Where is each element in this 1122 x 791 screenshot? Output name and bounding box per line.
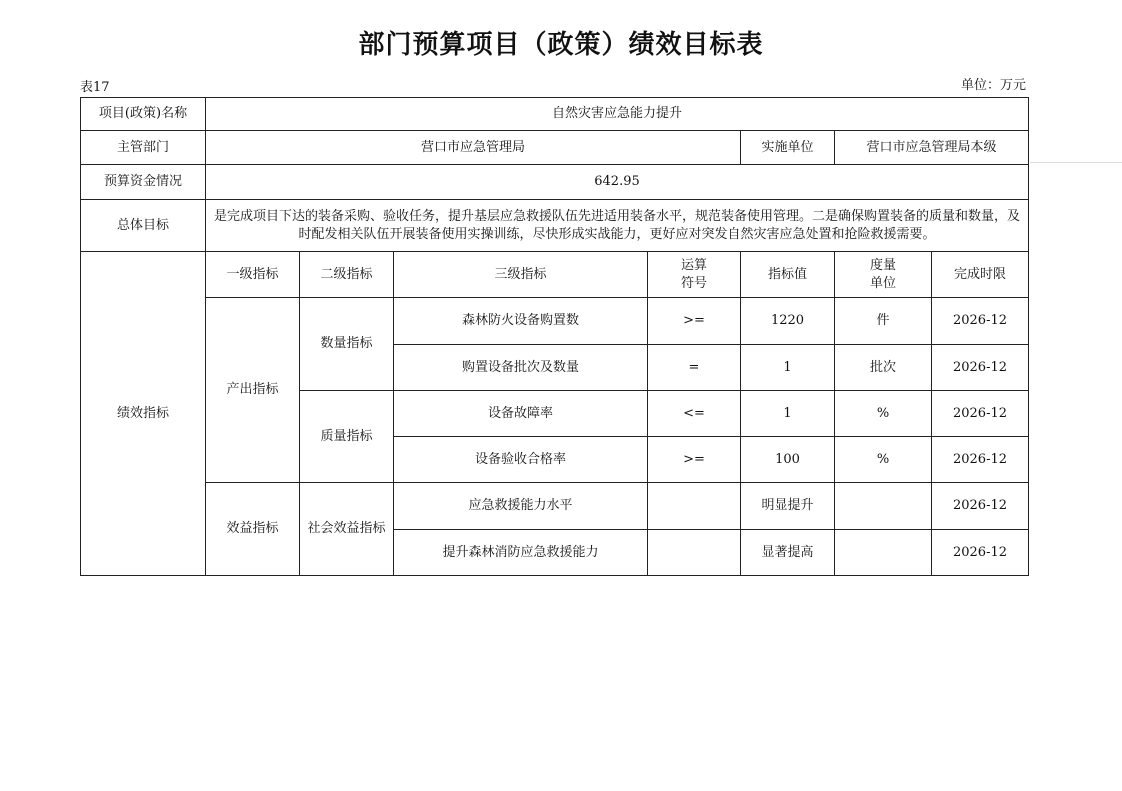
deadline-cell: 2026-12 (932, 345, 1029, 391)
level3-cell: 设备故障率 (394, 391, 648, 437)
operator-cell: >= (648, 437, 741, 483)
overall-goal-text: 是完成项目下达的装备采购、验收任务，提升基层应急救援队伍先进适用装备水平，规范装备使用管理。二是确保购置装备的质量和数量，及时配发相关队伍开展装备使用实操训练，尽快形成实战能力，更好应对突发自然灾害应急处置和抢险救援需要。 (206, 200, 1029, 252)
deadline-cell: 2026-12 (932, 530, 1029, 576)
value-cell: 1 (741, 391, 835, 437)
implementing-unit-value: 营口市应急管理局本级 (835, 131, 1029, 165)
budget-row (81, 165, 1029, 200)
performance-target-table (80, 97, 1029, 576)
level3-cell: 应急救援能力水平 (394, 483, 648, 530)
deadline-cell: 2026-12 (932, 391, 1029, 437)
header-operator: 运算 符号 (648, 252, 741, 298)
header-deadline: 完成时限 (932, 252, 1029, 298)
project-row (81, 98, 1029, 131)
overall-goal-label: 总体目标 (81, 200, 206, 252)
level3-cell: 设备验收合格率 (394, 437, 648, 483)
operator-cell: <= (648, 391, 741, 437)
value-cell: 1220 (741, 298, 835, 345)
page-title: 部门预算项目（政策）绩效目标表 (358, 30, 764, 60)
level3-cell: 森林防火设备购置数 (394, 298, 648, 345)
operator-cell: = (648, 345, 741, 391)
table-row (81, 298, 1029, 345)
unit-cell (835, 530, 932, 576)
department-label: 主管部门 (81, 131, 206, 165)
goal-row (81, 200, 1029, 252)
project-name-value: 自然灾害应急能力提升 (206, 98, 1029, 131)
level2-quantity: 数量指标 (300, 298, 394, 391)
level2-social-benefit: 社会效益指标 (300, 483, 394, 576)
unit-cell: % (835, 437, 932, 483)
header-level2: 二级指标 (300, 252, 394, 298)
operator-cell (648, 483, 741, 530)
department-row (81, 131, 1029, 165)
value-cell: 100 (741, 437, 835, 483)
project-name-label: 项目(政策)名称 (81, 98, 206, 131)
level3-cell: 提升森林消防应急救援能力 (394, 530, 648, 576)
level3-cell: 购置设备批次及数量 (394, 345, 648, 391)
deadline-cell: 2026-12 (932, 483, 1029, 530)
unit-cell (835, 483, 932, 530)
table-number: 表17 (80, 80, 110, 95)
operator-cell: >= (648, 298, 741, 345)
value-cell: 1 (741, 345, 835, 391)
value-cell: 明显提升 (741, 483, 835, 530)
performance-indicator-label: 绩效指标 (81, 252, 206, 576)
level2-quality: 质量指标 (300, 391, 394, 483)
deadline-cell: 2026-12 (932, 298, 1029, 345)
scan-artifact-line (1030, 162, 1122, 163)
budget-label: 预算资金情况 (81, 165, 206, 200)
level1-output: 产出指标 (206, 298, 300, 483)
unit-cell: % (835, 391, 932, 437)
header-level1: 一级指标 (206, 252, 300, 298)
table-row (81, 483, 1029, 530)
header-measure-unit: 度量 单位 (835, 252, 932, 298)
header-target-value: 指标值 (741, 252, 835, 298)
indicator-header-row (81, 252, 1029, 298)
operator-cell (648, 530, 741, 576)
deadline-cell: 2026-12 (932, 437, 1029, 483)
level1-benefit: 效益指标 (206, 483, 300, 576)
department-value: 营口市应急管理局 (206, 131, 741, 165)
budget-value: 642.95 (206, 165, 1029, 200)
implementing-unit-label: 实施单位 (741, 131, 835, 165)
header-level3: 三级指标 (394, 252, 648, 298)
unit-label: 单位：万元 (960, 78, 1026, 93)
unit-cell: 批次 (835, 345, 932, 391)
value-cell: 显著提高 (741, 530, 835, 576)
unit-cell: 件 (835, 298, 932, 345)
